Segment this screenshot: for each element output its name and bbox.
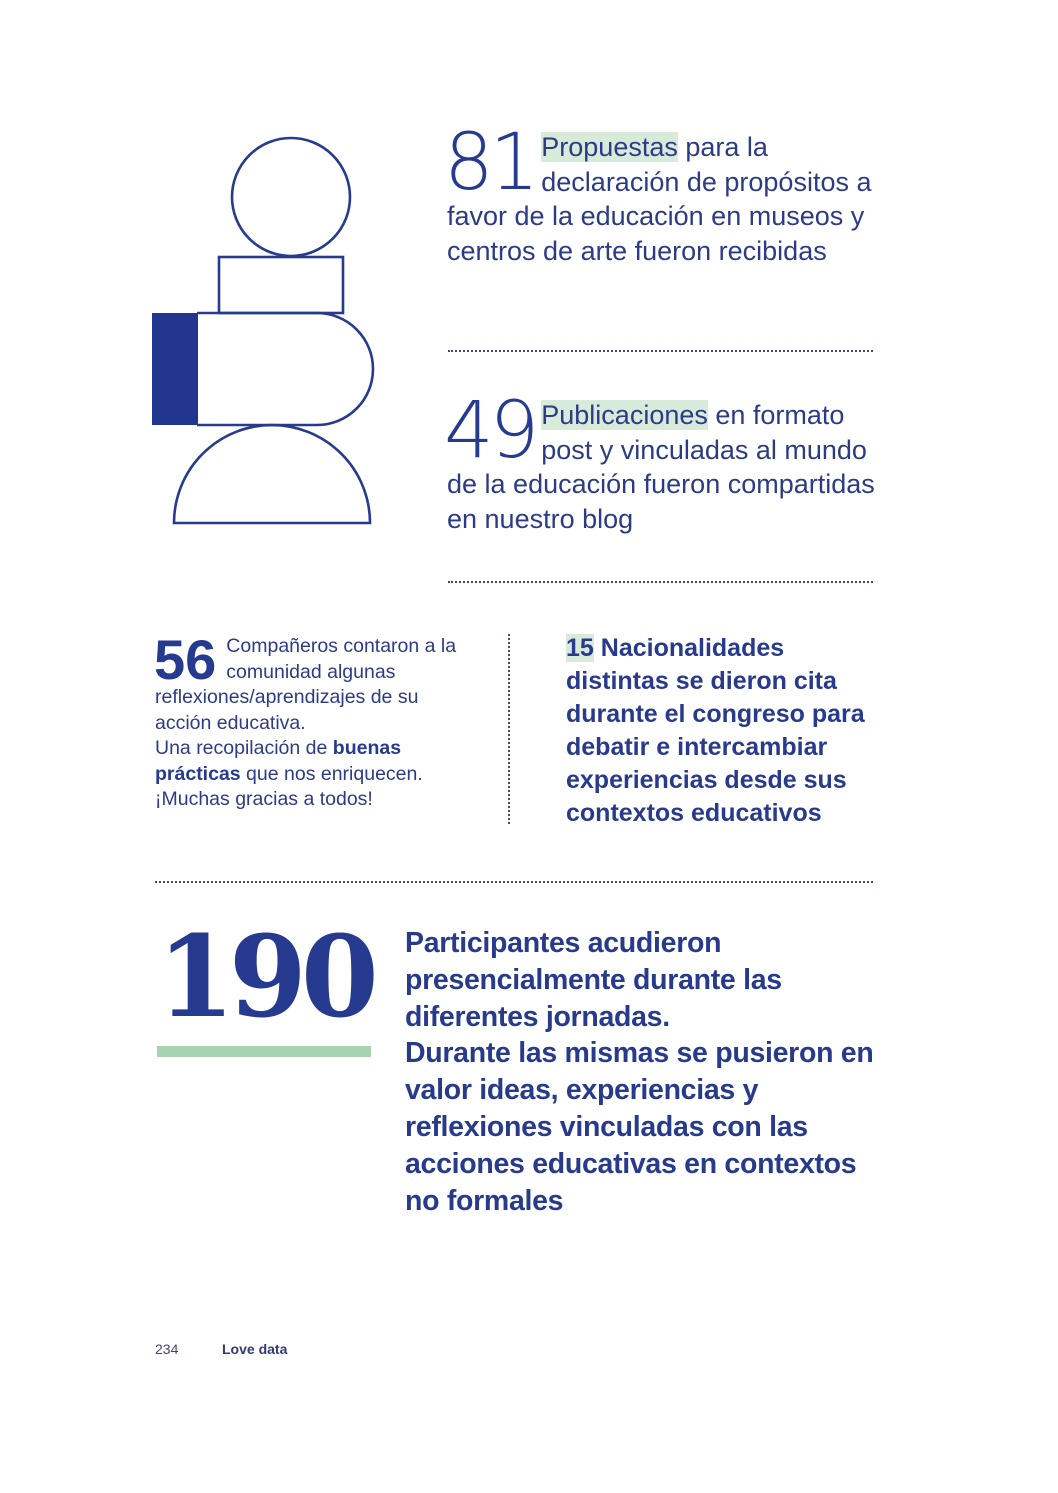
half-circle-shape bbox=[174, 425, 370, 523]
stat-propuestas bbox=[444, 118, 887, 268]
stat-participantes bbox=[405, 925, 885, 1219]
divider bbox=[448, 350, 873, 352]
stacked-shapes-illustration bbox=[145, 130, 385, 530]
stat-number: 81 bbox=[444, 118, 536, 208]
stat-nacionalidades bbox=[566, 632, 886, 830]
stat-companeros bbox=[154, 628, 475, 813]
stat-description: Nacionalidades distintas se dieron cita durante el congreso para debatir e intercambiar experiencias desde sus contextos educativos bbox=[566, 634, 865, 827]
stat-description: Participantes acudieron presencialmente durante las diferentes jornadas. bbox=[405, 927, 782, 1033]
stat-publicaciones bbox=[444, 386, 887, 536]
stat-description: en formato post y vinculadas al mundo de la educación fueron compartidas en nuestro blog bbox=[447, 400, 875, 534]
highlight-term: Publicaciones bbox=[541, 400, 708, 430]
circle-shape bbox=[232, 138, 350, 256]
thanks-text: ¡Muchas gracias a todos! bbox=[155, 788, 373, 810]
section-title: Love data bbox=[222, 1341, 288, 1357]
page-number: 234 bbox=[155, 1341, 179, 1357]
highlight-term: Propuestas bbox=[541, 132, 678, 162]
divider bbox=[155, 881, 873, 883]
stat-number: 15 bbox=[566, 634, 594, 662]
rectangle-shape bbox=[219, 257, 343, 313]
d-shape bbox=[197, 313, 373, 425]
accent-bar bbox=[157, 1046, 371, 1057]
filled-block-shape bbox=[152, 313, 198, 425]
bold-term: buenas prácticas bbox=[155, 737, 402, 785]
vertical-divider bbox=[508, 634, 510, 824]
stat-description: Compañeros contaron a la comunidad algunas reflexiones/aprendizajes de su acción educativa. bbox=[155, 635, 457, 734]
stat-number: 49 bbox=[444, 386, 536, 476]
stat-number-participantes: 190 bbox=[157, 912, 373, 1043]
divider bbox=[448, 581, 873, 583]
stat-description-2: Una recopilación de bbox=[155, 737, 333, 759]
stat-description: para la declaración de propósitos a favor de la educación en museos y centros de arte fueron recibidas bbox=[447, 132, 872, 266]
stat-description-3: que nos enriquecen. bbox=[240, 762, 423, 785]
stat-number: 56 bbox=[154, 628, 217, 691]
stat-description-2: Durante las mismas se pusieron en valor ideas, experiencias y reflexiones vinculadas con las acciones educativas en contextos no formales bbox=[405, 1037, 874, 1217]
